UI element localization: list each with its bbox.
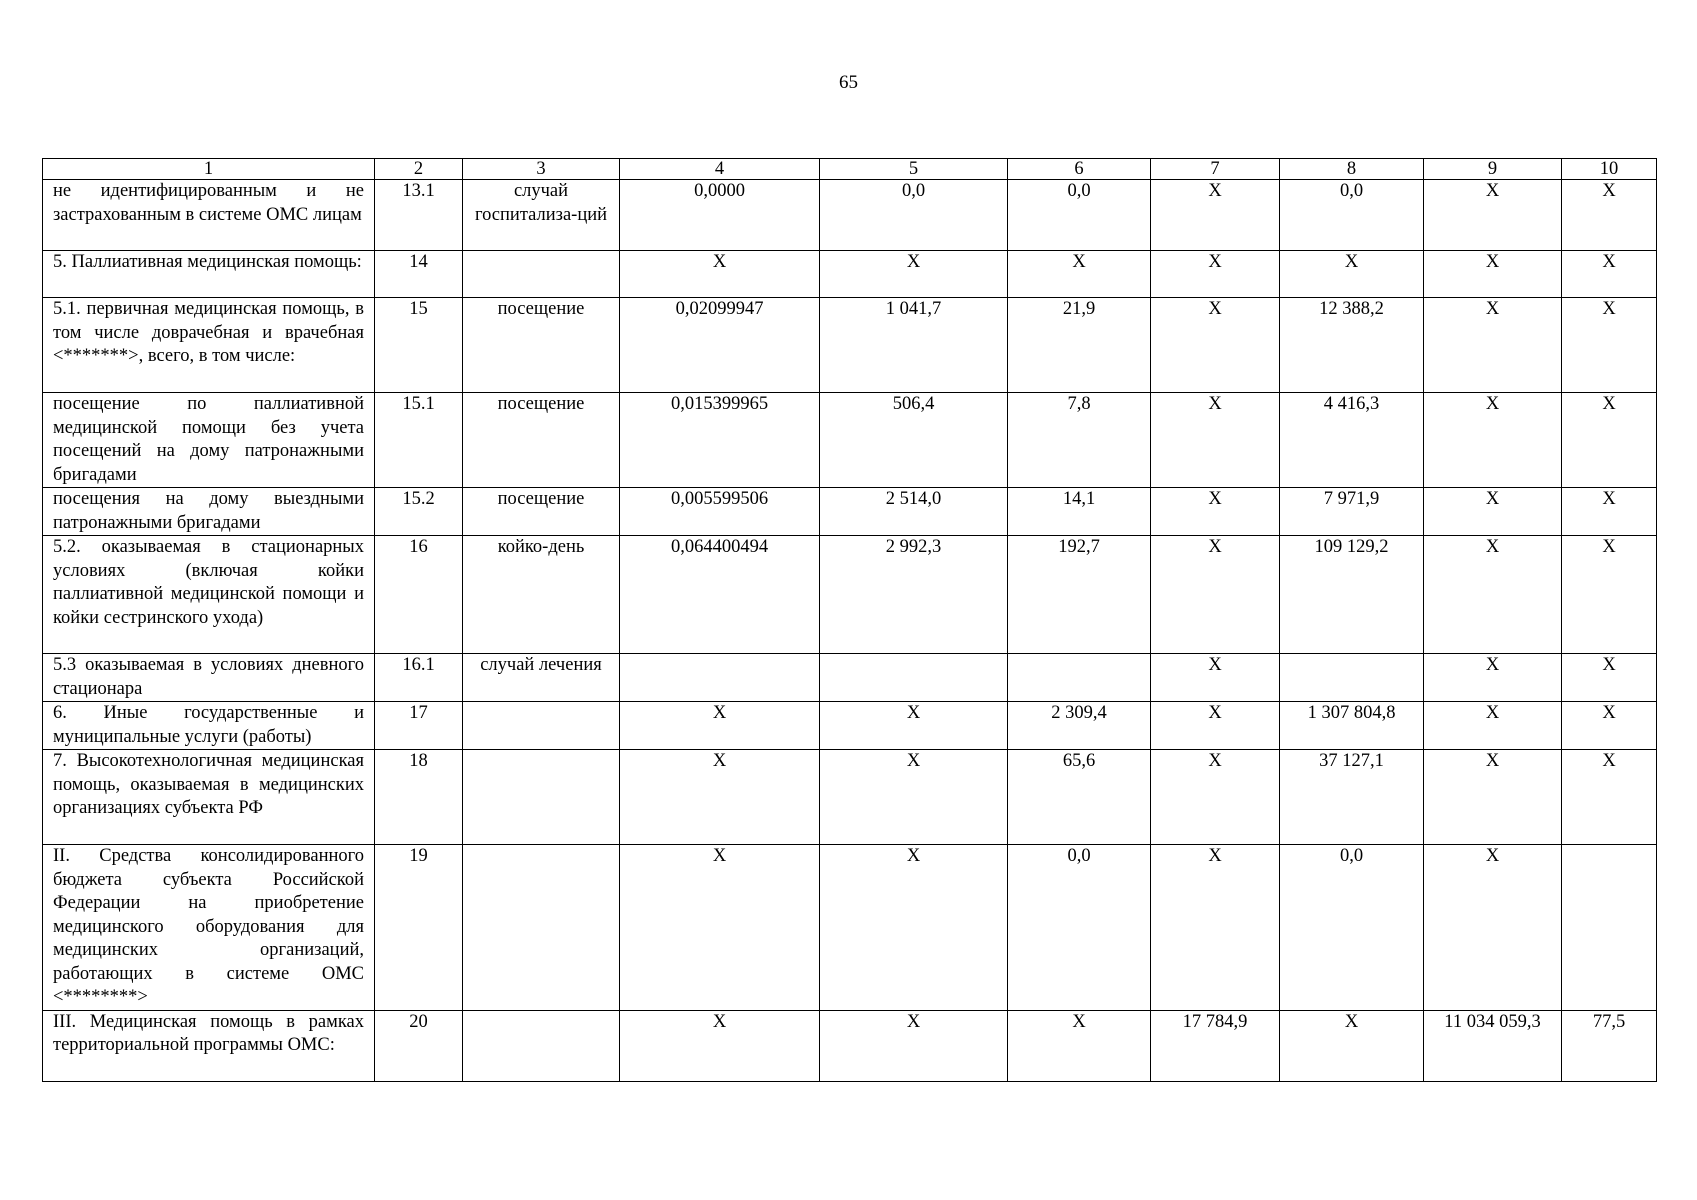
row-value-4: Х [620, 845, 820, 1011]
row-value-7: Х [1151, 536, 1280, 654]
header-cell-7: 7 [1151, 159, 1280, 180]
row-value-6: 2 309,4 [1008, 702, 1151, 750]
row-value-9: Х [1424, 845, 1562, 1011]
header-cell-2: 2 [375, 159, 463, 180]
row-unit: посещение [463, 488, 620, 536]
row-value-10: Х [1562, 298, 1657, 393]
table-row [43, 536, 1657, 654]
row-value-7: Х [1151, 488, 1280, 536]
row-value-10: Х [1562, 750, 1657, 845]
table-row [43, 1010, 1657, 1081]
row-value-7: Х [1151, 393, 1280, 488]
row-value-4: 0,015399965 [620, 393, 820, 488]
row-value-7: Х [1151, 845, 1280, 1011]
header-cell-8: 8 [1280, 159, 1424, 180]
row-number: 17 [375, 702, 463, 750]
row-value-8: Х [1280, 251, 1424, 298]
row-value-8: 4 416,3 [1280, 393, 1424, 488]
row-number: 15.1 [375, 393, 463, 488]
row-value-9: Х [1424, 298, 1562, 393]
row-value-7: Х [1151, 654, 1280, 702]
row-name: III. Медицинская помощь в рамках территориальной программы ОМС: [43, 1010, 375, 1081]
row-value-6: 192,7 [1008, 536, 1151, 654]
row-number: 15 [375, 298, 463, 393]
row-value-9: Х [1424, 488, 1562, 536]
row-value-4: 0,0000 [620, 180, 820, 251]
row-unit: случай госпитализа-ций [463, 180, 620, 251]
row-value-4: Х [620, 702, 820, 750]
row-number: 19 [375, 845, 463, 1011]
row-name: 5.1. первичная медицинская помощь, в том числе доврачебная и врачебная <*******>, всего, в том числе: [43, 298, 375, 393]
row-value-9: Х [1424, 654, 1562, 702]
header-cell-5: 5 [820, 159, 1008, 180]
row-name: посещение по паллиативной медицинской помощи без учета посещений на дому патронажными бригадами [43, 393, 375, 488]
row-value-9: Х [1424, 251, 1562, 298]
table-row [43, 488, 1657, 536]
row-value-4: Х [620, 251, 820, 298]
row-value-4: Х [620, 1010, 820, 1081]
row-value-4 [620, 654, 820, 702]
row-name: посещения на дому выездными патронажными бригадами [43, 488, 375, 536]
row-value-10: Х [1562, 702, 1657, 750]
header-cell-9: 9 [1424, 159, 1562, 180]
row-name: 5.3 оказываемая в условиях дневного стационара [43, 654, 375, 702]
row-unit [463, 845, 620, 1011]
row-value-7: Х [1151, 750, 1280, 845]
row-value-9: Х [1424, 536, 1562, 654]
table-row [43, 654, 1657, 702]
row-value-6: 65,6 [1008, 750, 1151, 845]
header-row [43, 159, 1657, 180]
row-value-10: Х [1562, 536, 1657, 654]
row-value-9: Х [1424, 750, 1562, 845]
row-unit [463, 1010, 620, 1081]
row-value-6 [1008, 654, 1151, 702]
row-value-5: Х [820, 702, 1008, 750]
row-value-6: Х [1008, 1010, 1151, 1081]
page-number: 65 [839, 72, 858, 93]
row-value-6: 7,8 [1008, 393, 1151, 488]
row-value-8: Х [1280, 1010, 1424, 1081]
row-value-5 [820, 654, 1008, 702]
table-row [43, 298, 1657, 393]
row-value-7: Х [1151, 251, 1280, 298]
row-unit: случай лечения [463, 654, 620, 702]
table-row [43, 180, 1657, 251]
row-unit: посещение [463, 298, 620, 393]
row-value-7: Х [1151, 298, 1280, 393]
row-unit [463, 251, 620, 298]
row-value-8: 0,0 [1280, 180, 1424, 251]
row-value-9: Х [1424, 180, 1562, 251]
row-value-5: 2 514,0 [820, 488, 1008, 536]
row-value-6: 14,1 [1008, 488, 1151, 536]
row-value-7: Х [1151, 180, 1280, 251]
row-value-6: 0,0 [1008, 845, 1151, 1011]
row-value-4: 0,005599506 [620, 488, 820, 536]
header-cell-10: 10 [1562, 159, 1657, 180]
header-cell-1: 1 [43, 159, 375, 180]
row-value-9: 11 034 059,3 [1424, 1010, 1562, 1081]
table-row [43, 845, 1657, 1011]
row-value-9: Х [1424, 393, 1562, 488]
row-value-5: Х [820, 750, 1008, 845]
row-value-4: Х [620, 750, 820, 845]
row-name: 5.2. оказываемая в стационарных условиях (включая койки паллиативной медицинской помощи и койки сестринского ухода) [43, 536, 375, 654]
row-value-6: 0,0 [1008, 180, 1151, 251]
table-row [43, 702, 1657, 750]
row-value-8: 109 129,2 [1280, 536, 1424, 654]
row-number: 16 [375, 536, 463, 654]
row-value-5: Х [820, 251, 1008, 298]
row-value-4: 0,02099947 [620, 298, 820, 393]
row-value-10: Х [1562, 654, 1657, 702]
row-value-10: 77,5 [1562, 1010, 1657, 1081]
row-unit: койко-день [463, 536, 620, 654]
table-row [43, 393, 1657, 488]
row-value-8: 12 388,2 [1280, 298, 1424, 393]
header-cell-4: 4 [620, 159, 820, 180]
row-value-10: Х [1562, 251, 1657, 298]
row-value-10: Х [1562, 393, 1657, 488]
row-value-7: 17 784,9 [1151, 1010, 1280, 1081]
row-value-8 [1280, 654, 1424, 702]
row-number: 13.1 [375, 180, 463, 251]
row-value-8: 7 971,9 [1280, 488, 1424, 536]
row-value-8: 1 307 804,8 [1280, 702, 1424, 750]
row-number: 16.1 [375, 654, 463, 702]
row-unit [463, 750, 620, 845]
row-number: 18 [375, 750, 463, 845]
row-value-8: 0,0 [1280, 845, 1424, 1011]
row-value-5: Х [820, 845, 1008, 1011]
row-unit: посещение [463, 393, 620, 488]
row-value-5: 1 041,7 [820, 298, 1008, 393]
row-value-10 [1562, 845, 1657, 1011]
row-value-5: 2 992,3 [820, 536, 1008, 654]
row-name: 5. Паллиативная медицинская помощь: [43, 251, 375, 298]
row-value-8: 37 127,1 [1280, 750, 1424, 845]
header-cell-6: 6 [1008, 159, 1151, 180]
row-value-4: 0,064400494 [620, 536, 820, 654]
row-value-5: 506,4 [820, 393, 1008, 488]
row-value-10: Х [1562, 180, 1657, 251]
row-name: не идентифицированным и не застрахованным в системе ОМС лицам [43, 180, 375, 251]
row-value-6: 21,9 [1008, 298, 1151, 393]
row-value-5: Х [820, 1010, 1008, 1081]
row-name: 6. Иные государственные и муниципальные услуги (работы) [43, 702, 375, 750]
financing-table [42, 158, 1657, 1082]
row-value-6: Х [1008, 251, 1151, 298]
row-value-10: Х [1562, 488, 1657, 536]
row-name: II. Средства консолидированного бюджета субъекта Российской Федерации на приобретение медицинского оборудования для медицинских организаций, работающих в системе ОМС <********> [43, 845, 375, 1011]
table-row [43, 251, 1657, 298]
row-unit [463, 702, 620, 750]
row-name: 7. Высокотехнологичная медицинская помощь, оказываемая в медицинских организациях субъекта РФ [43, 750, 375, 845]
row-value-9: Х [1424, 702, 1562, 750]
row-number: 14 [375, 251, 463, 298]
row-value-5: 0,0 [820, 180, 1008, 251]
row-number: 20 [375, 1010, 463, 1081]
table-row [43, 750, 1657, 845]
row-value-7: Х [1151, 702, 1280, 750]
header-cell-3: 3 [463, 159, 620, 180]
row-number: 15.2 [375, 488, 463, 536]
